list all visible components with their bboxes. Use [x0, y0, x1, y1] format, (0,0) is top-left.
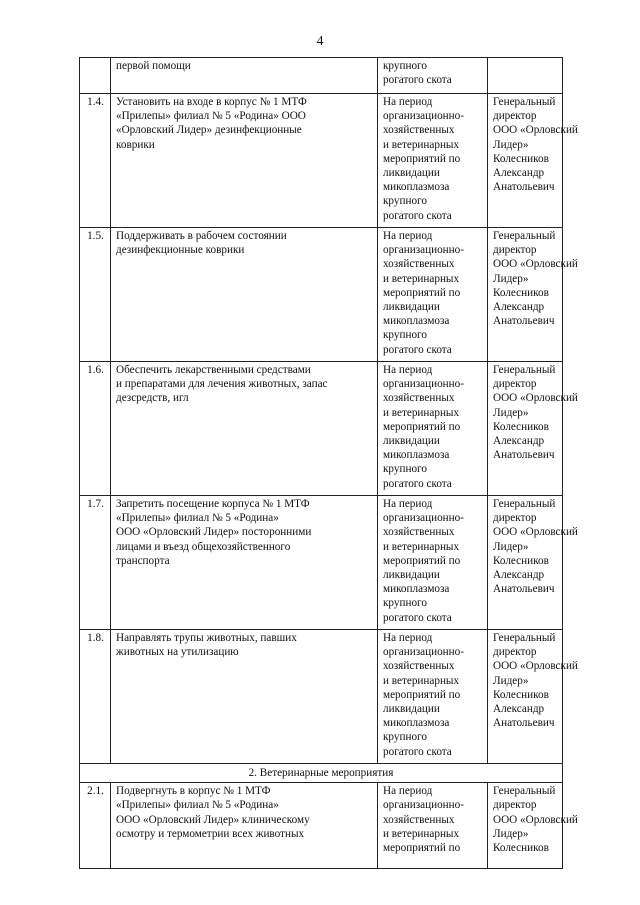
responsible-cell-line: Александр: [493, 435, 545, 448]
item-number: 1.5.: [80, 228, 111, 362]
responsible-cell: [488, 362, 578, 496]
responsible-cell-line: Генеральный: [493, 364, 556, 376]
task-cell-line: ООО «Орловский Лидер» посторонними: [116, 526, 312, 539]
responsible-cell: [488, 94, 578, 228]
task-cell-line: «Прилепы» филиал № 5 «Родина»: [116, 799, 279, 812]
term-cell-line: и ветеринарных: [383, 674, 460, 687]
task-cell-line: ООО «Орловский Лидер» клиническому: [116, 813, 310, 826]
term-cell-line: и ветеринарных: [383, 540, 460, 553]
table-row: [80, 362, 563, 496]
term-cell-line: организационно-: [383, 512, 464, 525]
term-cell-line: микоплазмоза: [383, 583, 450, 596]
task-cell-line: Поддерживать в рабочем состоянии: [116, 230, 287, 242]
term-cell-line: микоплазмоза: [383, 181, 450, 194]
term-cell-line: крупного: [383, 60, 427, 72]
section-row: [80, 764, 563, 783]
responsible-cell: [488, 630, 578, 764]
responsible-cell-line: Александр: [493, 301, 545, 314]
task-cell-line: осмотру и термометрии всех животных: [116, 827, 305, 840]
responsible-cell-line: Колесников: [493, 286, 549, 299]
task-cell-line: «Прилепы» филиал № 5 «Родина» ООО: [116, 110, 306, 123]
term-cell-line: рогатого скота: [383, 209, 452, 222]
term-cell-line: организационно-: [383, 646, 464, 659]
term-cell-line: и ветеринарных: [383, 272, 460, 285]
term-cell-line: хозяйственных: [383, 660, 455, 673]
term-cell-line: хозяйственных: [383, 526, 455, 539]
task-cell-line: Запретить посещение корпуса № 1 МТФ: [116, 498, 310, 510]
responsible-cell-line: Колесников: [493, 152, 549, 165]
term-cell-line: и ветеринарных: [383, 406, 460, 419]
term-cell-line: организационно-: [383, 378, 464, 391]
term-cell-line: крупного: [383, 597, 427, 610]
item-number: 1.7.: [80, 496, 111, 630]
term-cell-line: ликвидации: [383, 435, 440, 448]
table-row: [80, 94, 563, 228]
task-cell: [111, 228, 378, 362]
term-cell: [378, 362, 488, 496]
section-title: 2. Ветеринарные мероприятия: [80, 764, 563, 783]
responsible-cell-line: Генеральный: [493, 785, 556, 798]
term-cell-line: мероприятий по: [383, 420, 461, 433]
term-cell-line: организационно-: [383, 799, 464, 812]
responsible-cell-line: директор: [493, 110, 537, 123]
item-number: 1.8.: [80, 630, 111, 764]
responsible-cell-line: директор: [493, 646, 537, 659]
task-cell: [111, 496, 378, 630]
term-cell-line: ликвидации: [383, 167, 440, 180]
responsible-cell-line: директор: [493, 512, 537, 525]
responsible-cell-line: ООО «Орловский: [493, 526, 578, 539]
responsible-cell-line: Лидер»: [493, 540, 529, 553]
responsible-cell: [488, 228, 578, 362]
responsible-cell: [488, 496, 578, 630]
term-cell-line: На период: [383, 230, 433, 242]
responsible-cell-line: ООО «Орловский: [493, 258, 578, 271]
task-cell-line: транспорта: [116, 554, 170, 567]
responsible-cell-line: Александр: [493, 167, 545, 180]
responsible-cell-line: Колесников: [493, 420, 549, 433]
term-cell-line: микоплазмоза: [383, 717, 450, 730]
responsible-cell-line: Анатольевич: [493, 315, 555, 328]
term-cell-line: мероприятий по: [383, 554, 461, 567]
term-cell-line: и ветеринарных: [383, 827, 460, 840]
responsible-cell-line: Генеральный: [493, 230, 556, 242]
responsible-cell-line: ООО «Орловский: [493, 660, 578, 673]
task-cell-line: дезинфекционные коврики: [116, 244, 245, 257]
responsible-cell-line: Генеральный: [493, 498, 556, 510]
responsible-cell-line: директор: [493, 378, 537, 391]
responsible-cell-line: Лидер»: [493, 138, 529, 151]
term-cell-line: мероприятий по: [383, 842, 461, 855]
task-cell-line: первой помощи: [116, 60, 191, 72]
measures-table-body: [80, 58, 578, 869]
term-cell-line: крупного: [383, 731, 427, 744]
item-number: 2.1.: [80, 783, 111, 869]
task-cell-line: «Орловский Лидер» дезинфекционные: [116, 124, 302, 137]
responsible-cell-line: Лидер»: [493, 272, 529, 285]
task-cell-line: Направлять трупы животных, павших: [116, 632, 297, 644]
term-cell-line: рогатого скота: [383, 74, 452, 87]
task-cell: [111, 630, 378, 764]
responsible-cell-line: директор: [493, 799, 537, 812]
table-row: [80, 496, 563, 630]
term-cell-line: мероприятий по: [383, 286, 461, 299]
term-cell-line: ликвидации: [383, 703, 440, 716]
term-cell-line: рогатого скота: [383, 343, 452, 356]
term-cell: [378, 228, 488, 362]
term-cell: [378, 94, 488, 228]
table-row: [80, 783, 563, 869]
term-cell-line: крупного: [383, 329, 427, 342]
responsible-cell-line: Александр: [493, 703, 545, 716]
term-cell-line: На период: [383, 96, 433, 108]
term-cell-line: мероприятий по: [383, 688, 461, 701]
task-cell: [111, 362, 378, 496]
term-cell-line: микоплазмоза: [383, 315, 450, 328]
term-cell-line: крупного: [383, 463, 427, 476]
responsible-cell-line: директор: [493, 244, 537, 257]
term-cell-line: рогатого скота: [383, 745, 452, 758]
task-cell-line: «Прилепы» филиал № 5 «Родина»: [116, 512, 279, 525]
item-number: 1.6.: [80, 362, 111, 496]
responsible-cell-line: ООО «Орловский: [493, 124, 578, 137]
term-cell-line: организационно-: [383, 244, 464, 257]
term-cell-line: ликвидации: [383, 569, 440, 582]
task-cell-line: лицами и въезд общехозяйственного: [116, 540, 291, 553]
table-row: [80, 228, 563, 362]
responsible-cell-line: Анатольевич: [493, 181, 555, 194]
term-cell: [378, 58, 488, 94]
term-cell-line: хозяйственных: [383, 124, 455, 137]
responsible-cell-line: Лидер»: [493, 827, 529, 840]
task-cell-line: и препаратами для лечения животных, запас: [116, 378, 328, 391]
responsible-cell-line: ООО «Орловский: [493, 813, 578, 826]
task-cell-line: Подвергнуть в корпус № 1 МТФ: [116, 785, 271, 798]
term-cell-line: На период: [383, 632, 433, 644]
task-cell-line: Установить на входе в корпус № 1 МТФ: [116, 96, 307, 108]
term-cell-line: и ветеринарных: [383, 138, 460, 151]
responsible-cell: [488, 58, 563, 94]
term-cell-line: мероприятий по: [383, 152, 461, 165]
responsible-cell-line: Лидер»: [493, 406, 529, 419]
responsible-cell-line: Колесников: [493, 688, 549, 701]
term-cell-line: рогатого скота: [383, 477, 452, 490]
responsible-cell-line: Колесников: [493, 554, 549, 567]
responsible-cell-line: Генеральный: [493, 632, 556, 644]
item-number: [80, 58, 111, 94]
term-cell: [378, 630, 488, 764]
term-cell: [378, 783, 488, 869]
responsible-cell-line: Анатольевич: [493, 449, 555, 462]
task-cell-line: дезсредств, игл: [116, 392, 189, 405]
task-cell: [111, 58, 378, 94]
term-cell-line: ликвидации: [383, 301, 440, 314]
term-cell-line: организационно-: [383, 110, 464, 123]
task-cell-line: животных на утилизацию: [116, 646, 239, 659]
responsible-cell-line: Колесников: [493, 842, 549, 855]
term-cell-line: крупного: [383, 195, 427, 208]
responsible-cell-line: Александр: [493, 569, 545, 582]
term-cell-line: микоплазмоза: [383, 449, 450, 462]
task-cell-line: коврики: [116, 138, 155, 151]
table-row: [80, 58, 563, 94]
responsible-cell: [488, 783, 578, 869]
task-cell: [111, 94, 378, 228]
task-cell-line: Обеспечить лекарственными средствами: [116, 364, 311, 376]
item-number: 1.4.: [80, 94, 111, 228]
term-cell-line: хозяйственных: [383, 392, 455, 405]
responsible-cell-line: Анатольевич: [493, 717, 555, 730]
term-cell-line: На период: [383, 498, 433, 510]
task-cell: [111, 783, 378, 869]
responsible-cell-line: Лидер»: [493, 674, 529, 687]
page-number: 4: [316, 34, 324, 49]
table-row: [80, 630, 563, 764]
term-cell-line: рогатого скота: [383, 611, 452, 624]
term-cell: [378, 496, 488, 630]
term-cell-line: хозяйственных: [383, 813, 455, 826]
responsible-cell-line: Анатольевич: [493, 583, 555, 596]
measures-table: [79, 57, 578, 869]
term-cell-line: хозяйственных: [383, 258, 455, 271]
responsible-cell-line: ООО «Орловский: [493, 392, 578, 405]
responsible-cell-line: Генеральный: [493, 96, 556, 108]
term-cell-line: На период: [383, 364, 433, 376]
term-cell-line: На период: [383, 785, 433, 798]
